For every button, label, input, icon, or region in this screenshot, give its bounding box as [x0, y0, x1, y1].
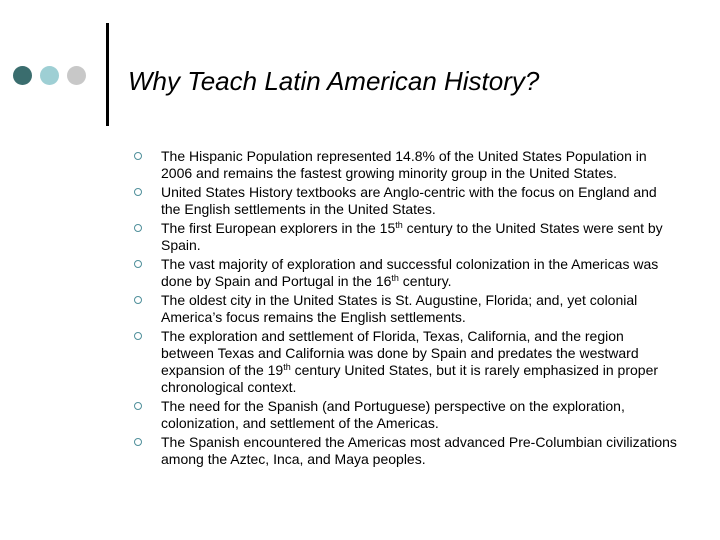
circle-bullet-icon — [134, 296, 142, 304]
dot-light-teal — [40, 66, 59, 85]
circle-bullet-icon — [134, 332, 142, 340]
bullet-text: century United States, but it is rarely emphasized in proper chronological context. — [161, 362, 659, 395]
ordinal-superscript: th — [395, 220, 403, 230]
bullet-item — [132, 328, 677, 396]
bullet-text: The Hispanic Population represented 14.8% of the United States Population in 2006 and remains the fastest growing minority group in the United States. — [161, 148, 647, 181]
bullet-text: The need for the Spanish (and Portuguese) perspective on the exploration, colonization, and settlement of the Americas. — [161, 398, 625, 431]
circle-bullet-icon — [134, 152, 142, 160]
circle-bullet-icon — [134, 188, 142, 196]
decorative-dots — [13, 66, 86, 86]
bullet-text: United States History textbooks are Anglo-centric with the focus on England and the English settlements in the United States. — [161, 184, 657, 217]
circle-bullet-icon — [134, 224, 142, 232]
bullet-text: The exploration and settlement of Florida, Texas, California, and the region between Texas and California was done by Spain and predates the westward expansion of the 19 — [161, 328, 639, 378]
bullet-item — [132, 256, 677, 290]
slide-title: Why Teach Latin American History? — [128, 66, 540, 96]
bullet-text: The first European explorers in the 15 — [161, 220, 396, 236]
bullet-item — [132, 434, 677, 468]
bullet-text: The oldest city in the United States is St. Augustine, Florida; and, yet colonial America’s focus remains the English settlements. — [161, 292, 638, 325]
bullet-item — [132, 398, 677, 432]
dot-grey — [67, 66, 86, 85]
bullet-text: century to the United States were sent by Spain. — [161, 220, 663, 253]
bullet-text: The Spanish encountered the Americas most advanced Pre-Columbian civilizations among the Aztec, Inca, and Maya peoples. — [161, 434, 677, 467]
dot-dark — [13, 66, 32, 85]
circle-bullet-icon — [134, 260, 142, 268]
ordinal-superscript: th — [283, 362, 291, 372]
bullet-item — [132, 220, 677, 254]
circle-bullet-icon — [134, 438, 142, 446]
bullet-text: century. — [398, 273, 452, 289]
bullet-item — [132, 184, 677, 218]
bullet-list — [132, 148, 677, 470]
ordinal-superscript: th — [391, 273, 399, 283]
bullet-item — [132, 148, 677, 182]
title-divider-rule — [106, 23, 109, 126]
bullet-text: The vast majority of exploration and successful colonization in the Americas was done by Spain and Portugal in the 16 — [161, 256, 659, 289]
bullet-item — [132, 292, 677, 326]
circle-bullet-icon — [134, 402, 142, 410]
